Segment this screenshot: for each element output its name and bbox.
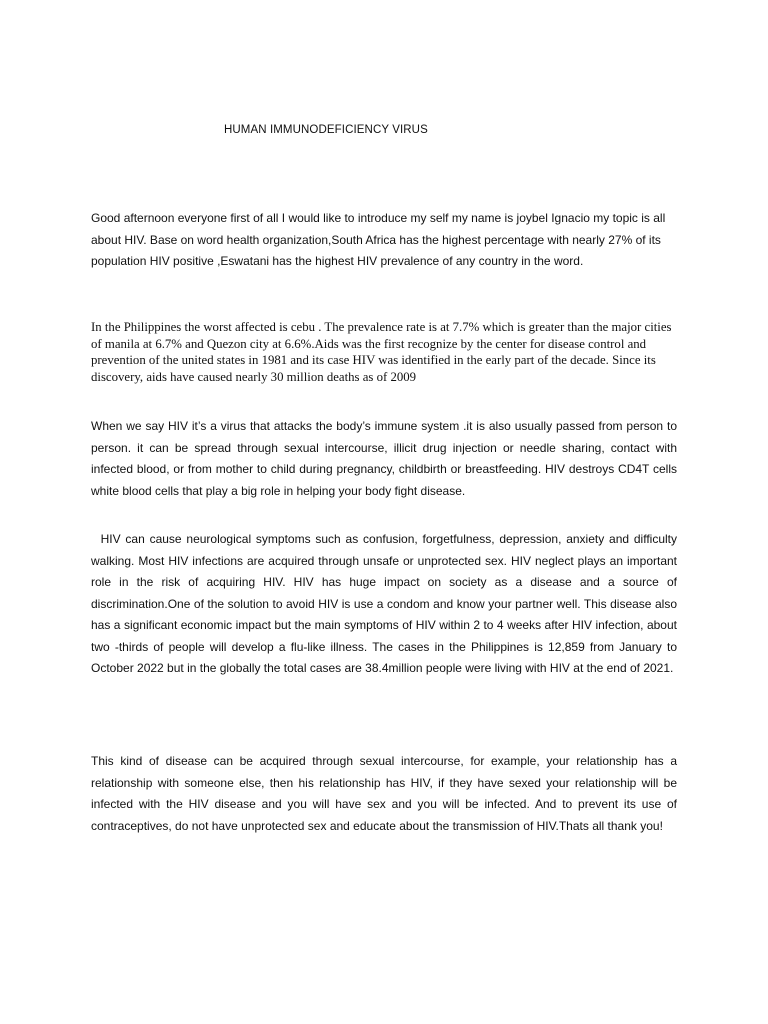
paragraph-symptoms: HIV can cause neurological symptoms such as confusion, forgetfulness, depression, anxiety and difficulty walking. Most HIV infections are acquired through unsafe or unprotected sex. HIV neglect plays an important role in the risk of acquiring HIV. HIV has huge impact on society as a disease and a source of discrimination.One of the solution to avoid HIV is use a condom and know your partner well. This disease also has a significant economic impact but the main symptoms of HIV within 2 to 4 weeks after HIV infection, about two -thirds of people will develop a flu-like illness. The cases in the Philippines is 12,859 from January to October 2022 but in the globally the total cases are 38.4million people were living with HIV at the end of 2021. <box>91 532 681 675</box>
paragraph-philippines: In the Philippines the worst affected is cebu . The prevalence rate is at 7.7% which is greater than the major cities of manila at 6.7% and Quezon city at 6.6%.Aids was the first recognize by the center for disease control and prevention of the united states in 1981 and its case HIV was identified in the early part of the decade. Since its discovery, aids have caused nearly 30 million deaths as of 2009 <box>91 320 672 384</box>
paragraph-transmission: This kind of disease can be acquired through sexual intercourse, for example, your relationship has a relationship with someone else, then his relationship has HIV, if they have sexed your relationship will be infected with the HIV disease and you will have sex and you will be infected. And to prevent its use of contraceptives, do not have unprotected sex and educate about the transmission of HIV.Thats all thank you! <box>91 754 677 833</box>
paragraph-introduction: Good afternoon everyone first of all I would like to introduce my self my name is joybel Ignacio my topic is all about HIV. Base on word health organization,South Africa has the highest percentage with nearly 27% of its population HIV positive ,Eswatani has the highest HIV prevalence of any country in the word. <box>91 211 666 268</box>
paragraph-what-is-hiv: When we say HIV it’s a virus that attacks the body’s immune system .it is also usually passed from person to person. it can be spread through sexual intercourse, illicit drug injection or needle sharing, contact with infected blood, or from mother to child during pregnancy, childbirth or breastfeeding. HIV destroys CD4T cells white blood cells that play a big role in helping your body fight disease. <box>91 419 677 498</box>
document-title: HUMAN IMMUNODEFICIENCY VIRUS <box>224 124 428 136</box>
